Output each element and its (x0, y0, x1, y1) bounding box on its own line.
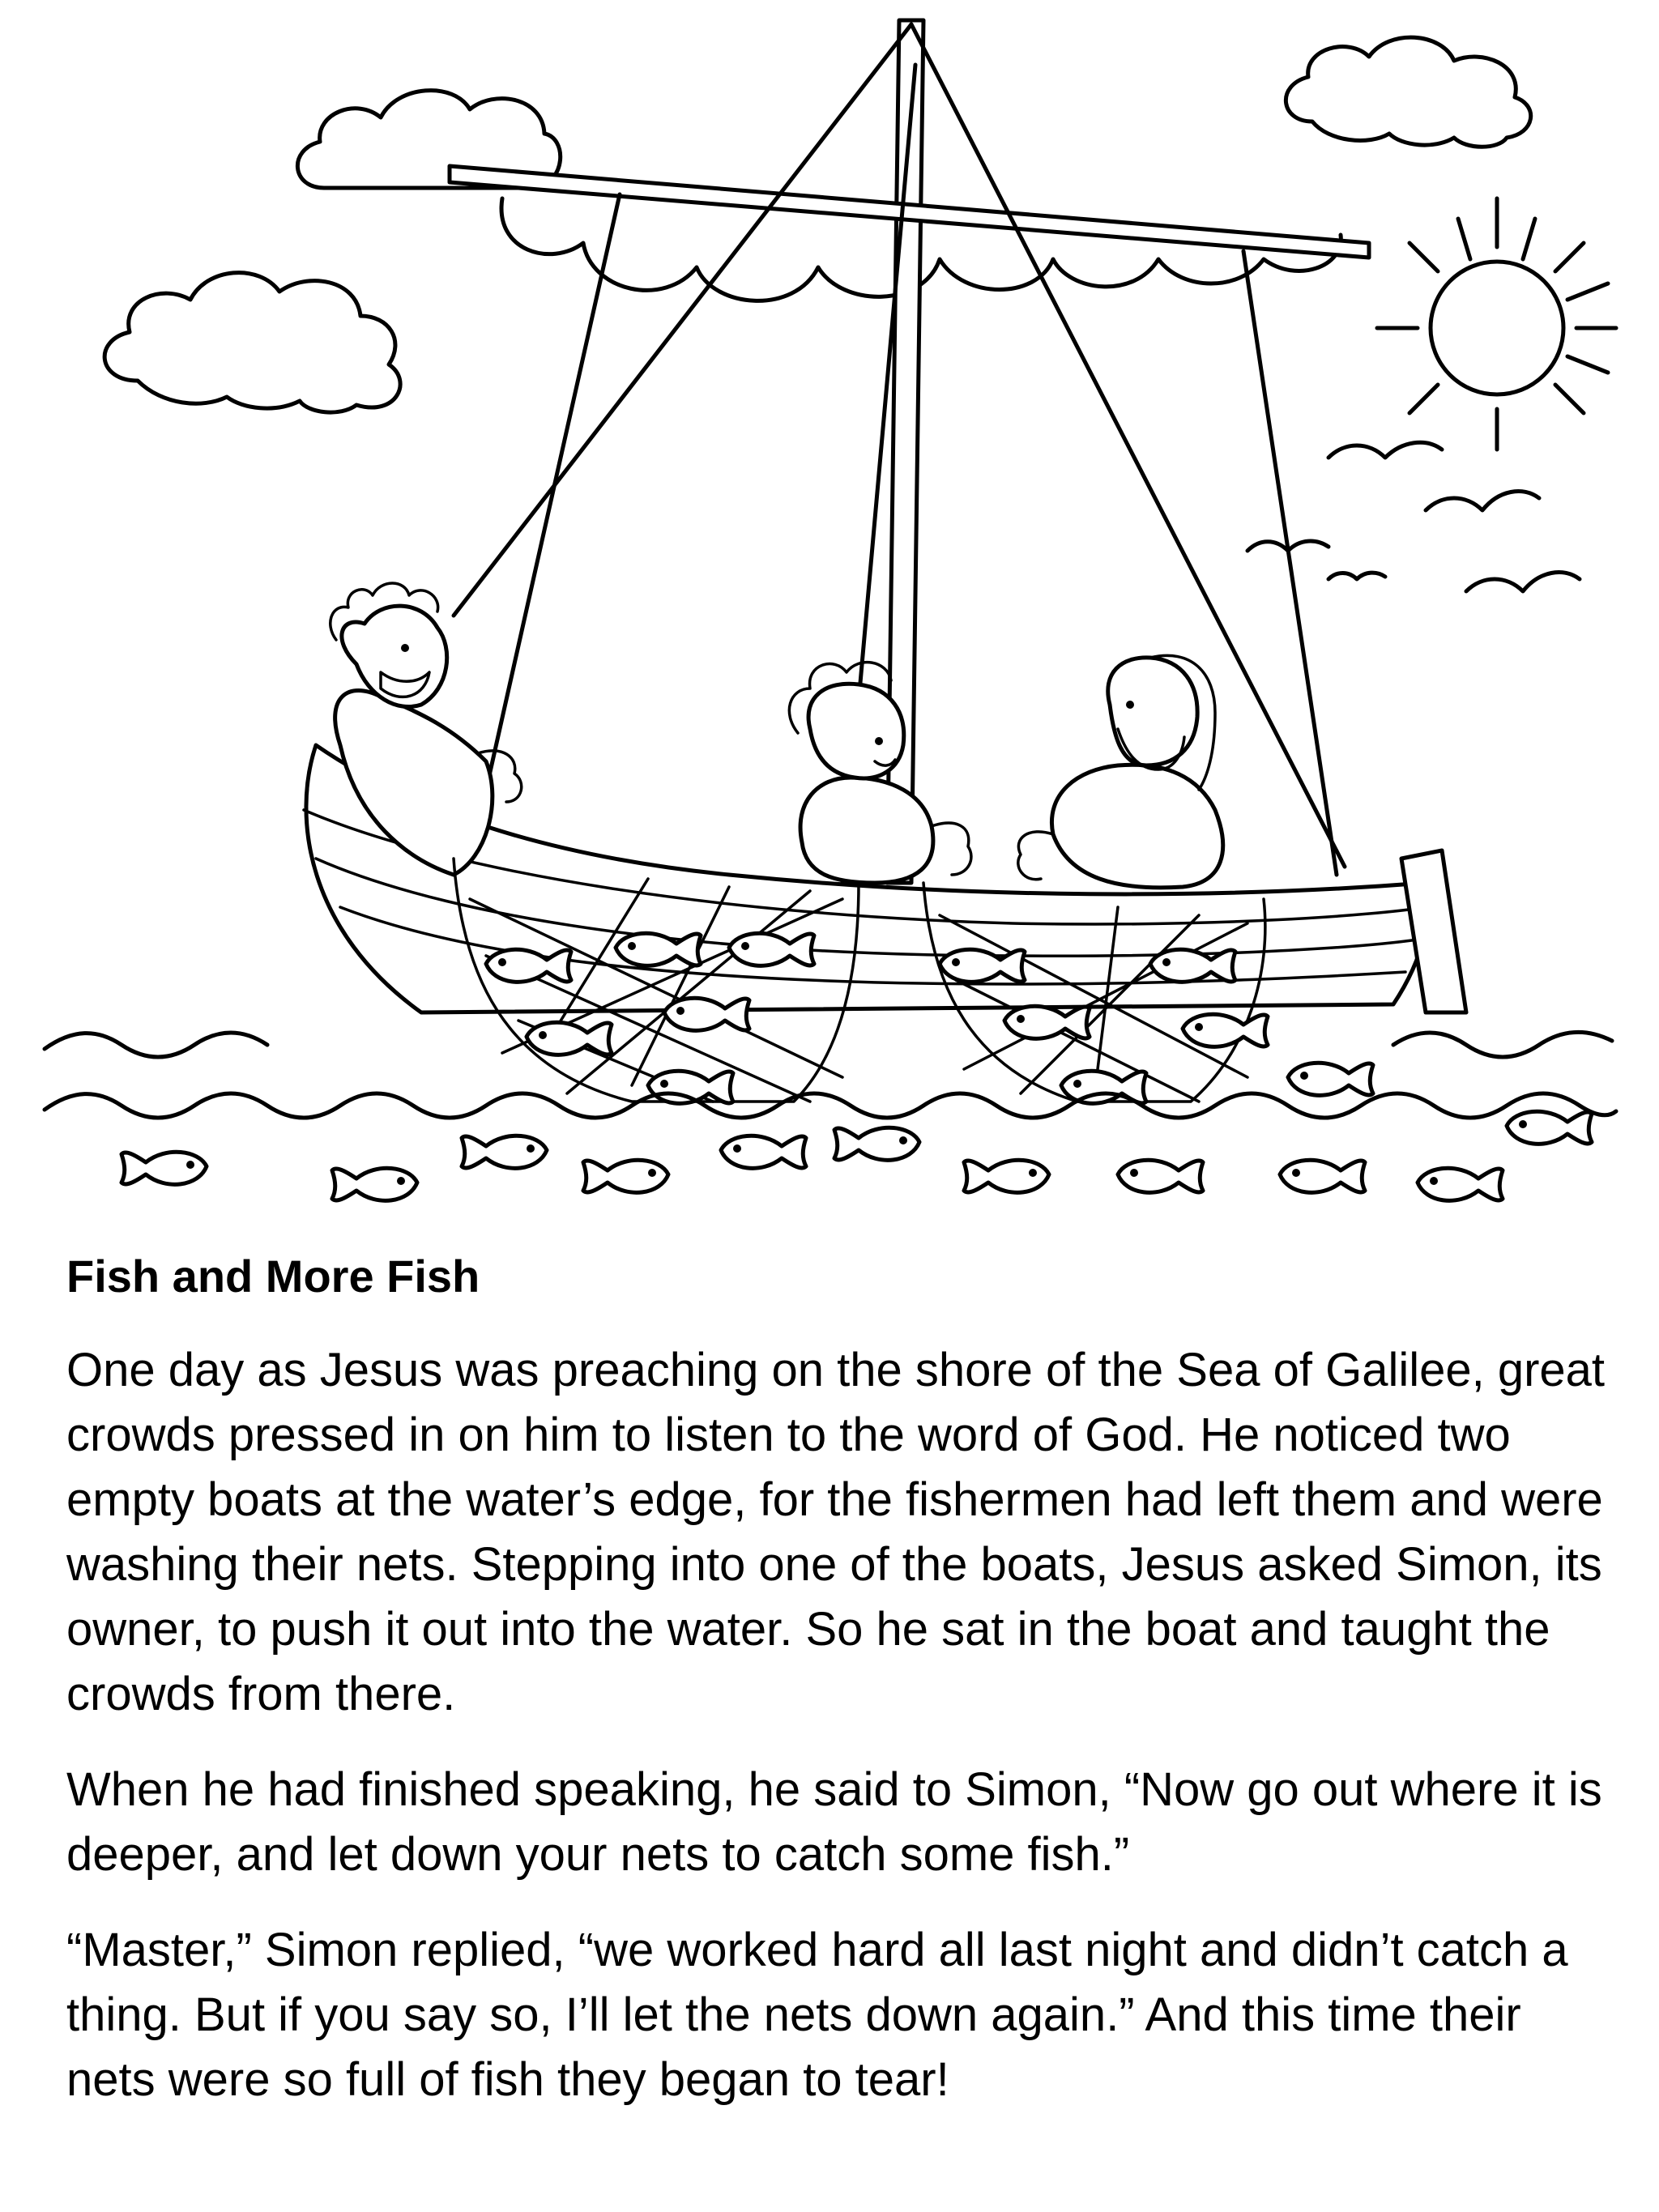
fisherman-child (789, 663, 971, 883)
sun-icon (1377, 198, 1616, 450)
story-paragraph-1: One day as Jesus was preaching on the shore of the Sea of Galilee, great crowds pressed in on him to listen to the word of God. He noticed two empty boats at the water’s edge, for the fishermen had left them and were washing their nets. Stepping into one of the boats, Jesus asked Simon, its owner, to push it out into the water. So he sat in the boat and taught the crowds from there. (66, 1344, 1606, 1720)
sailboat-rigging (450, 20, 1369, 883)
cloud-left (104, 273, 400, 412)
cloud-top-right (1286, 37, 1530, 147)
story-title: Fish and More Fish (66, 1251, 480, 1302)
story-paragraph-2: When he had finished speaking, he said to Simon, “Now go out where it is deeper, and let down your nets to catch some fish.” (66, 1763, 1602, 1881)
fisherman-jesus (1018, 655, 1223, 888)
story-section (66, 1247, 1622, 2143)
birds (1247, 442, 1580, 591)
story-paragraph-3: “Master,” Simon replied, “we worked hard all last night and didn’t catch a thing. But if you say so, I’ll let the nets down again.” And this time their nets were so full of fish they began to tear! (66, 1924, 1568, 2106)
fish-in-water (122, 1111, 1592, 1200)
